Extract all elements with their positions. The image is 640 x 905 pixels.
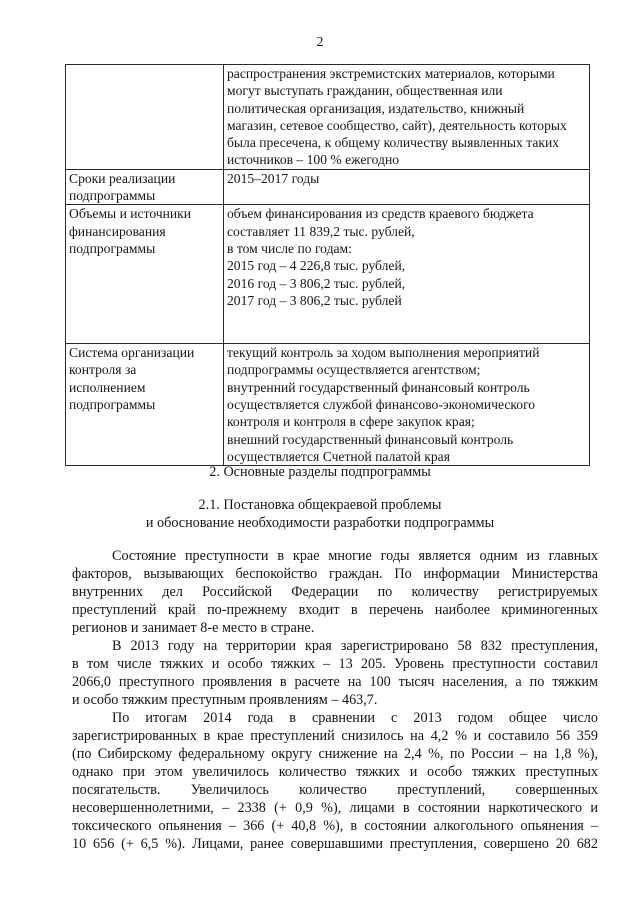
text-line: Состояние преступности в крае многие годы является одним из главных	[112, 548, 598, 564]
value-line: в том числе по годам:	[227, 240, 352, 256]
section-heading: 2. Основные разделы подпрограммы	[209, 464, 431, 480]
row-label	[66, 205, 224, 344]
text-line: В 2013 году на территории края зарегистрировано 58 832 преступления,	[112, 638, 598, 654]
value-line: контроля и контроля в сфере закупок края;	[227, 414, 475, 430]
value-line: 2015–2017 годы	[227, 170, 320, 186]
value-line: политическая организация, издательство, книжный	[227, 100, 525, 116]
value-line: 2016 год – 3 806,2 тыс. рублей,	[227, 275, 406, 291]
text-line: регионов и занимает 8-е место в стране.	[72, 620, 315, 636]
label-line: исполнением	[69, 379, 146, 395]
text-line: По итогам 2014 года в сравнении с 2013 годом общее число	[112, 710, 598, 726]
text-line: 10 656 (+ 6,5 %). Лицами, ранее совершавшими преступления, совершено 20 682	[72, 836, 598, 852]
label-line: Сроки реализации	[69, 170, 176, 186]
value-line: составляет 11 839,2 тыс. рублей,	[227, 223, 415, 239]
table-row-indicator-continuation	[66, 65, 590, 170]
paragraph-2014-results	[72, 709, 598, 853]
label-line: подпрограммы	[69, 188, 156, 204]
value-line: внешний государственный финансовый контроль	[227, 431, 514, 447]
value-line: осуществляется Счетной палатой края	[227, 448, 450, 464]
label-line: подпрограммы	[69, 240, 156, 256]
row-label	[66, 169, 224, 205]
subsection-heading-line: и обоснование необходимости разработки подпрограммы	[145, 514, 495, 531]
label-line: подпрограммы	[69, 397, 156, 413]
text-line: в том числе тяжких и особо тяжких – 13 205. Уровень преступности составил	[72, 656, 598, 672]
text-line: (по Сибирскому федеральному округу снижение на 2,4 %, по России – на 1,8 %),	[72, 746, 598, 762]
text-line: и особо тяжким преступным проявлениям – 463,7.	[72, 692, 378, 708]
page-number: 2	[316, 35, 324, 50]
text-line: 2066,0 преступного проявления в расчете на 100 тысяч населения, а по тяжким	[72, 674, 598, 690]
value-line: 2015 год – 4 226,8 тыс. рублей,	[227, 258, 406, 274]
value-line: 2017 год – 3 806,2 тыс. рублей	[227, 292, 402, 308]
label-line: финансирования	[69, 223, 166, 239]
value-line: объем финансирования из средств краевого бюджета	[227, 206, 534, 222]
table-row-funding	[66, 205, 590, 344]
value-line: источников – 100 % ежегодно	[227, 152, 400, 168]
text-line: несовершеннолетними, – 2338 (+ 0,9 %), лицами в состоянии наркотического и	[72, 800, 598, 816]
label-line: Объемы и источники	[69, 206, 192, 222]
value-line: могут выступать гражданин, общественная или	[227, 83, 503, 99]
paragraph-crime-situation	[72, 547, 598, 637]
table-row-control-system	[66, 344, 590, 466]
row-label	[66, 344, 224, 466]
subprogram-passport-table	[65, 64, 590, 466]
value-line: подпрограммы осуществляется агентством;	[227, 362, 481, 378]
value-line: магазин, сетевое сообщество, сайт), деятельность которых	[227, 117, 567, 133]
value-line: осуществляется службой финансово-экономического	[227, 397, 536, 413]
text-line: внутренних дел Российской Федерации по количеству регистрируемых	[72, 584, 598, 600]
row-value	[224, 169, 590, 205]
row-value	[224, 65, 590, 170]
value-line: распространения экстремистских материалов, которыми	[227, 66, 555, 81]
row-value	[224, 344, 590, 466]
value-line: была пресечена, к общему количеству выявленных таких	[227, 135, 560, 151]
text-line: токсического опьянения – 366 (+ 40,8 %), в состоянии алкогольного опьянения –	[72, 818, 598, 834]
row-value	[224, 205, 590, 344]
subsection-heading	[0, 497, 640, 532]
value-line: текущий контроль за ходом выполнения мероприятий	[227, 345, 540, 361]
text-line: зарегистрированных в крае преступлений снизилось на 4,2 % и составило 56 359	[72, 728, 598, 744]
text-line: посягательств. Увеличилось количество преступлений, совершенных	[72, 782, 598, 798]
paragraph-2013-statistics	[72, 637, 598, 709]
row-label	[66, 65, 224, 170]
value-line: внутренний государственный финансовый контроль	[227, 379, 530, 395]
label-line: контроля за	[69, 362, 137, 378]
table-row-implementation-period	[66, 169, 590, 205]
label-line: Система организации	[69, 345, 195, 361]
subsection-heading-line: 2.1. Постановка общекраевой проблемы	[198, 497, 442, 513]
text-line: преступлений край по-прежнему входит в перечень наиболее криминогенных	[72, 602, 598, 618]
text-line: однако при этом увеличилось количество тяжких и особо тяжких преступных	[72, 764, 598, 780]
text-line: факторов, вызывающих беспокойство граждан. По информации Министерства	[72, 566, 598, 582]
